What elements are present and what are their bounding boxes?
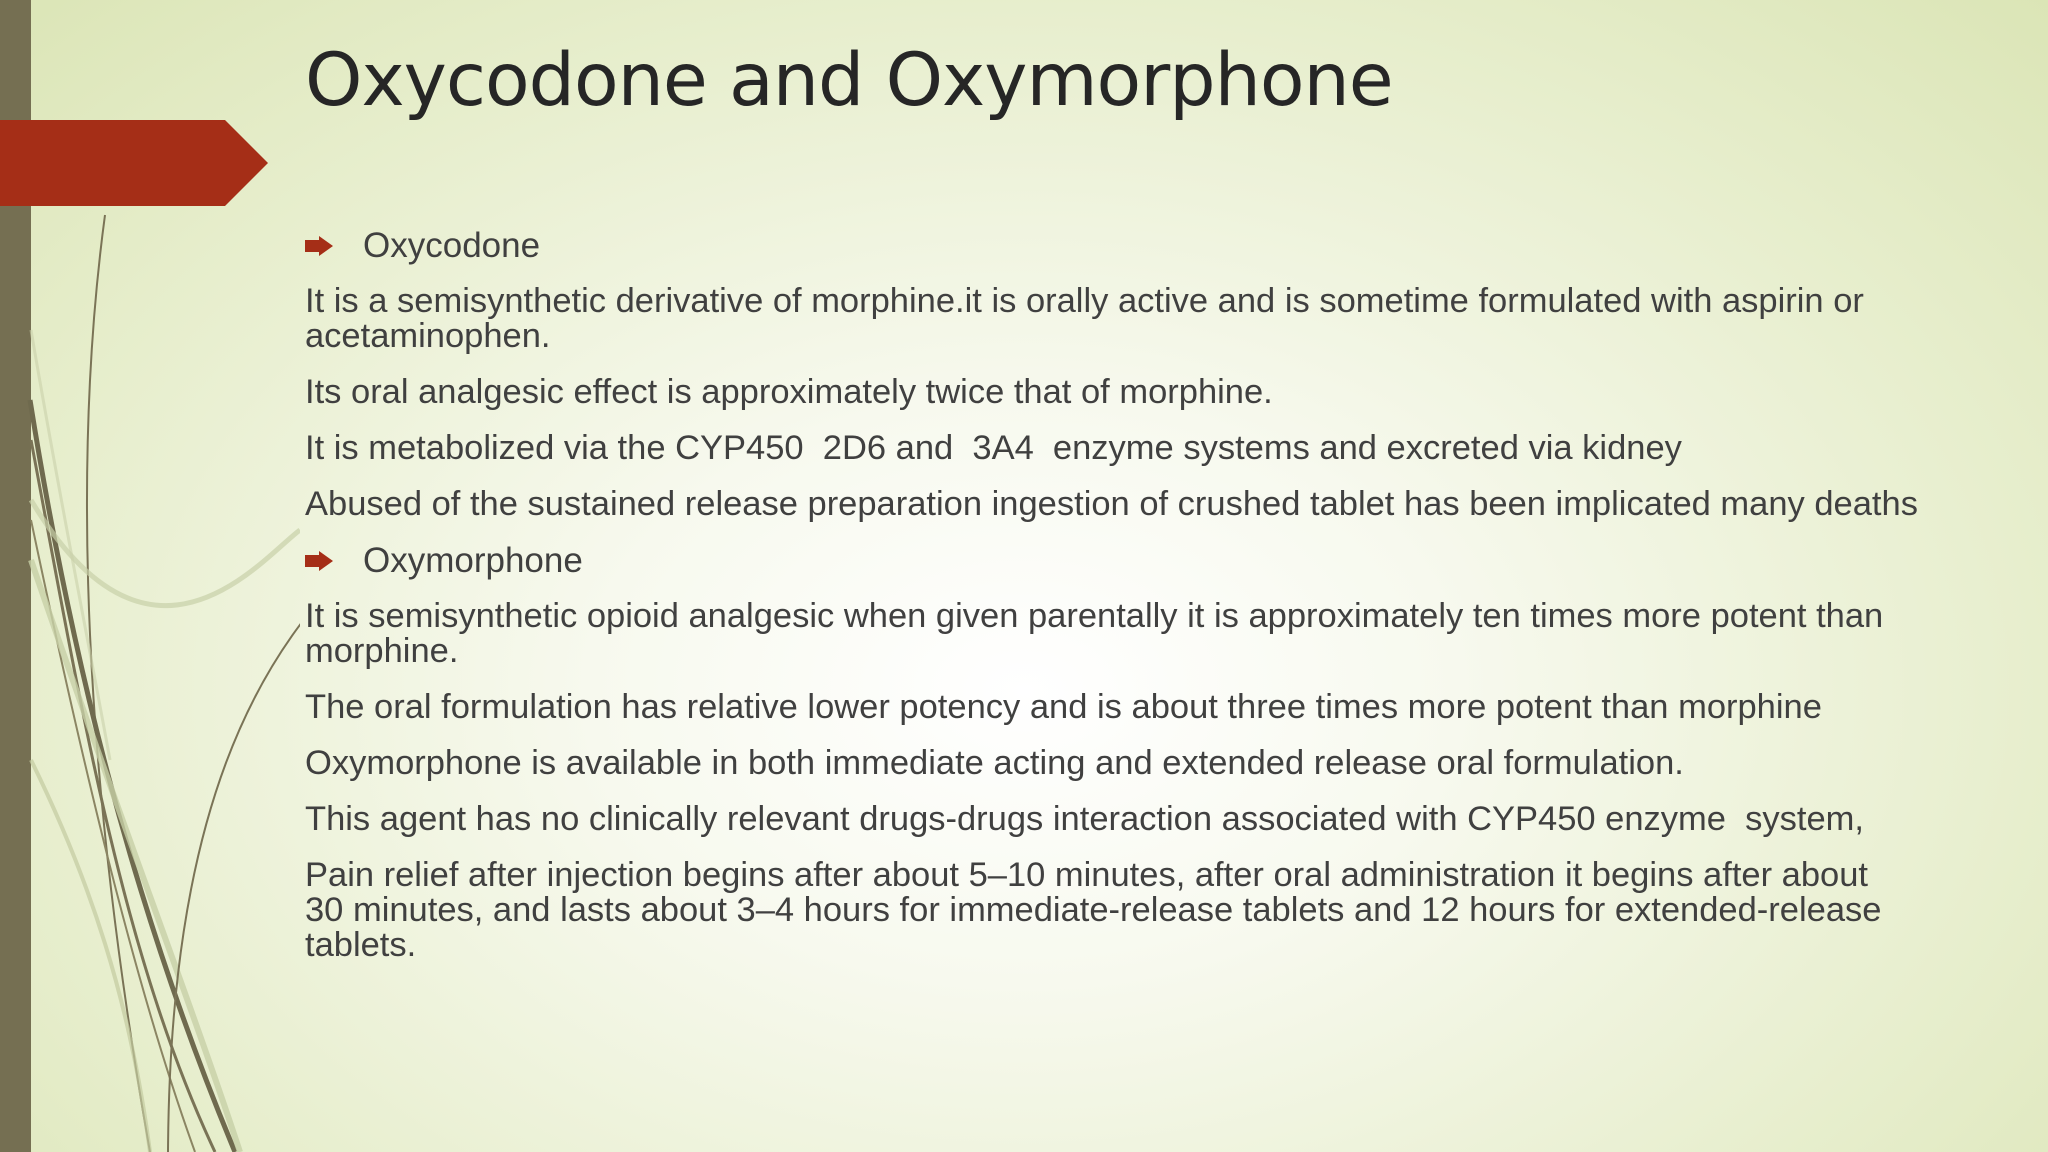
slide-content bbox=[305, 228, 2005, 984]
right-arrow-bullet-icon bbox=[305, 551, 333, 571]
bullet-label: Oxycodone bbox=[363, 226, 541, 265]
paragraph: Abused of the sustained release preparation ingestion of crushed tablet has been implicated many deaths bbox=[305, 485, 1918, 523]
paragraph: Oxymorphone is available in both immediate acting and extended release oral formulation. bbox=[305, 744, 1684, 782]
slide-title: Oxycodone and Oxymorphone bbox=[305, 38, 1393, 123]
paragraph: The oral formulation has relative lower potency and is about three times more potent than morphine bbox=[305, 688, 1822, 726]
bullet-oxycodone bbox=[305, 228, 2005, 264]
bullet-oxymorphone bbox=[305, 543, 2005, 579]
right-arrow-bullet-icon bbox=[305, 236, 333, 256]
paragraph: This agent has no clinically relevant drugs-drugs interaction associated with CYP450 enzyme system, bbox=[305, 800, 1865, 838]
paragraph: Its oral analgesic effect is approximately twice that of morphine. bbox=[305, 373, 1273, 411]
paragraph: It is metabolized via the CYP450 2D6 and 3A4 enzyme systems and excreted via kidney bbox=[305, 429, 1682, 467]
paragraph: It is a semisynthetic derivative of morphine.it is orally active and is sometime formulated with aspirin or acetaminophen. bbox=[305, 282, 1864, 355]
bullet-label: Oxymorphone bbox=[363, 541, 583, 580]
paragraph: Pain relief after injection begins after about 5–10 minutes, after oral administration it begins after about 30 minutes, and lasts about 3–4 hours for immediate-release tablets and 12 hours for extended-release tablets. bbox=[305, 856, 1882, 964]
paragraph: It is semisynthetic opioid analgesic when given parentally it is approximately ten times more potent than morphine. bbox=[305, 597, 1884, 670]
title-accent-tab bbox=[0, 120, 270, 206]
